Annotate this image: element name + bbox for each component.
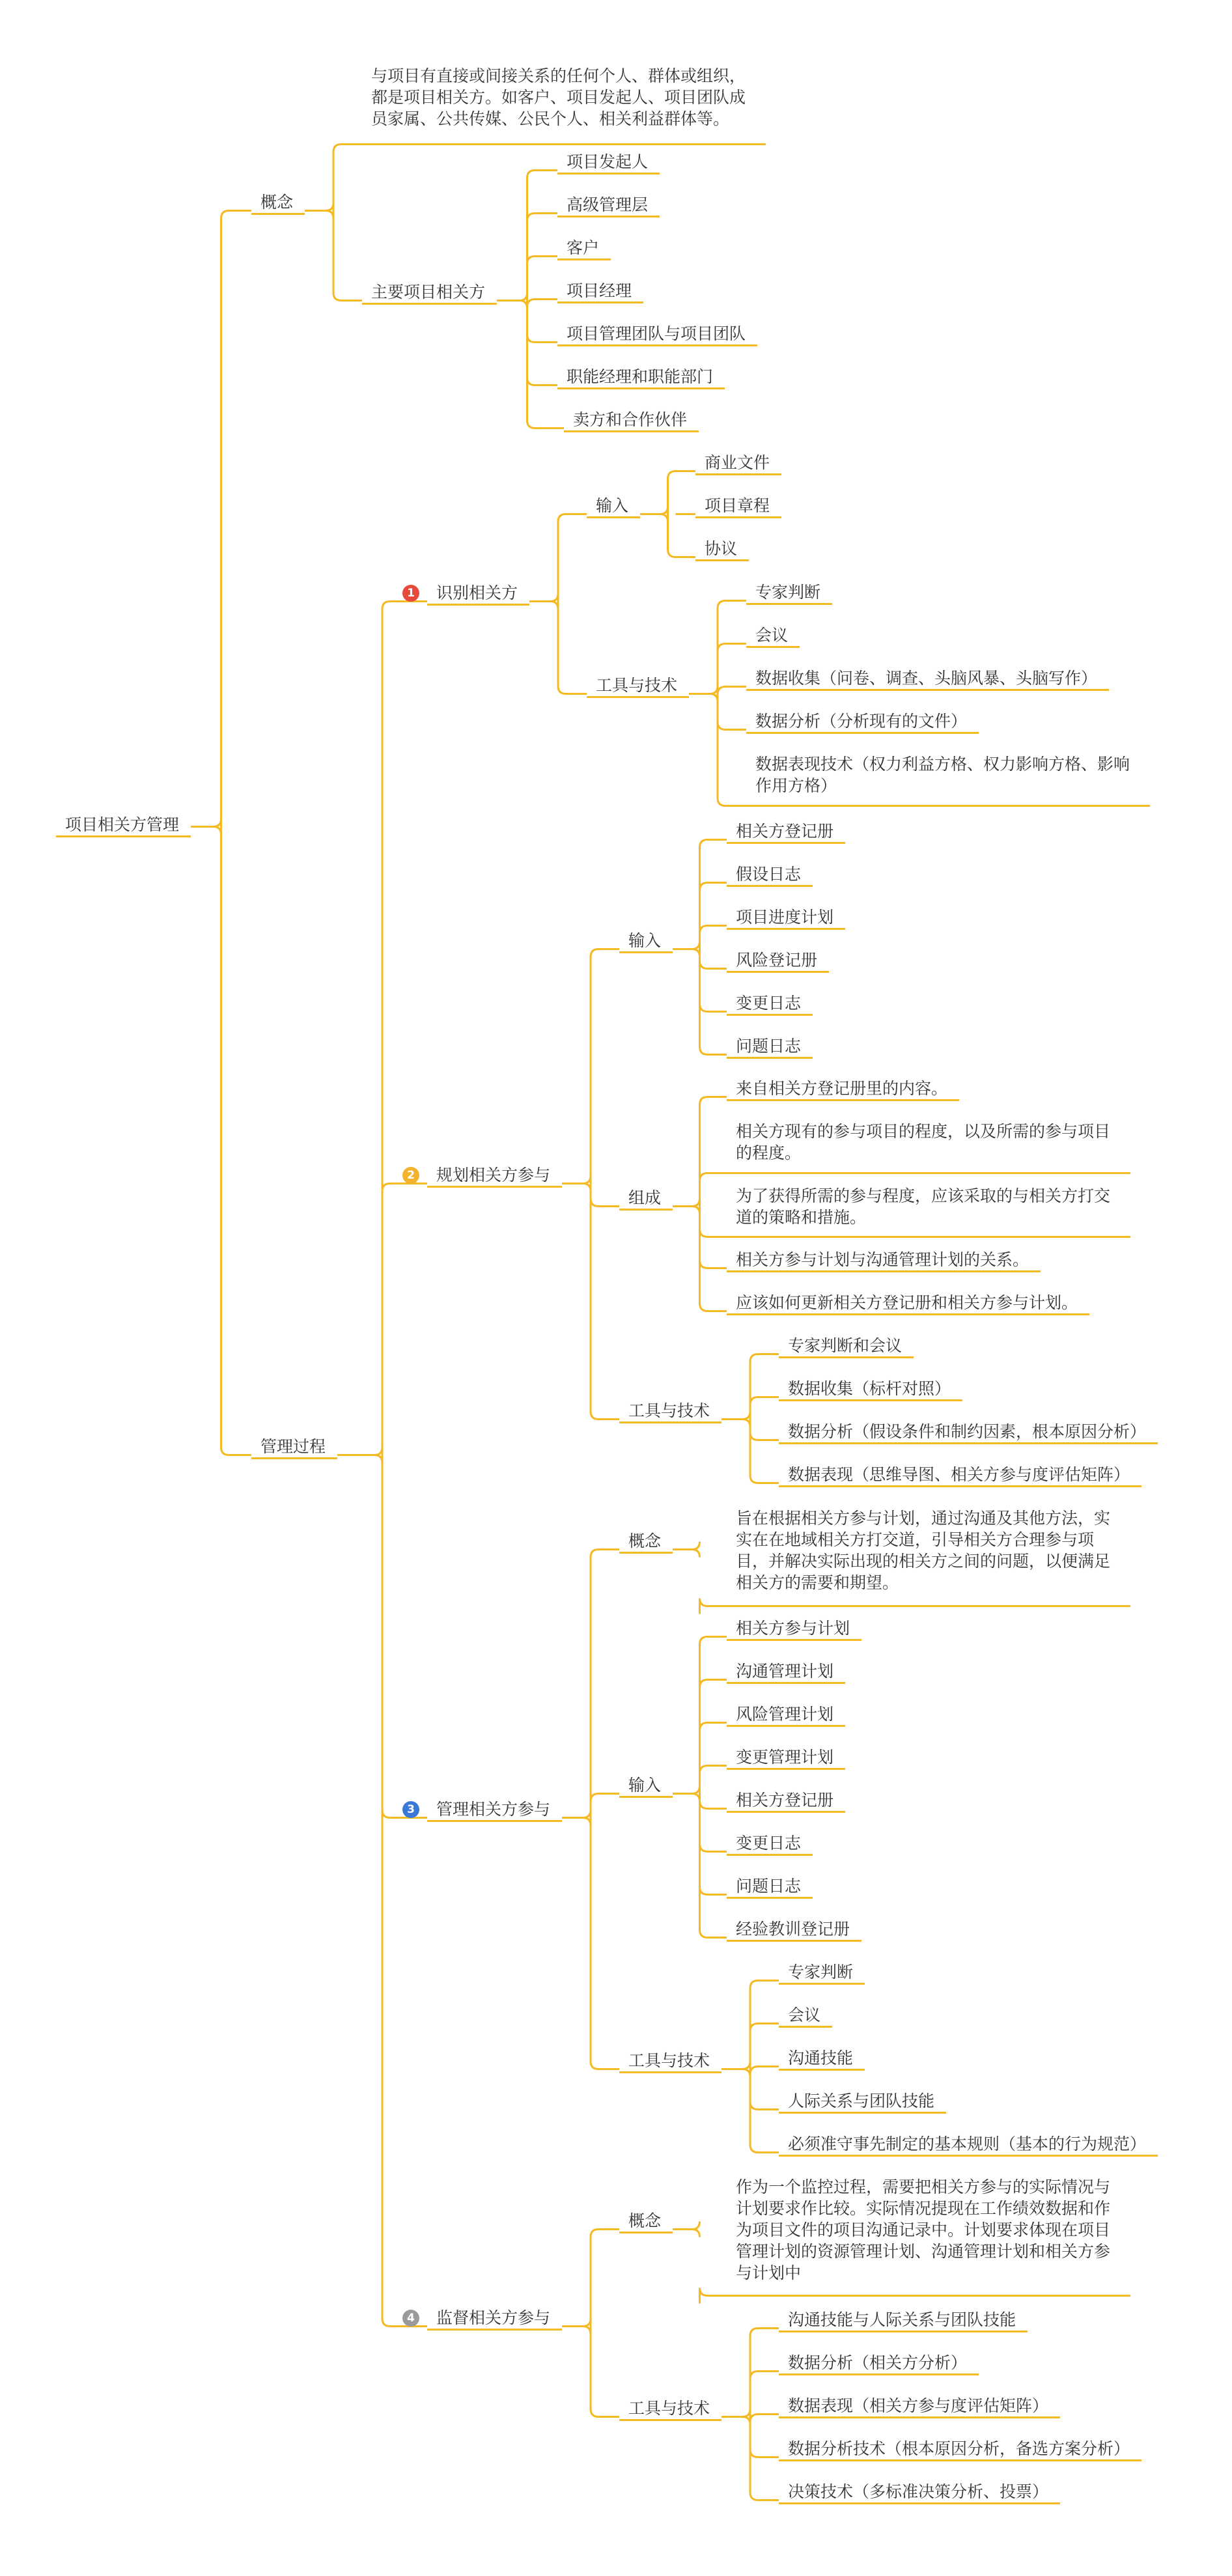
connector-line [668, 550, 696, 557]
step-3-tool-item[interactable]: 沟通技能 [779, 2047, 865, 2071]
step-1-number-badge: 1 [402, 585, 419, 602]
process-label: 管理过程 [260, 1437, 326, 1456]
connector-line [750, 1476, 779, 1483]
connector-line [382, 1184, 427, 1192]
step-manage-engagement[interactable]: 管理相关方参与 [427, 1799, 562, 1822]
main-stakeholder-item[interactable]: 职能经理和职能部门 [557, 366, 725, 389]
step-2-number-badge: 2 [402, 1167, 419, 1184]
connector-line [700, 1261, 727, 1268]
connector-line [700, 1047, 727, 1055]
connector-line [700, 2288, 727, 2296]
connector-line [742, 2409, 750, 2417]
connector-line [750, 2145, 779, 2153]
connector-line [692, 2222, 700, 2230]
connector-line [750, 1981, 779, 1989]
connector-line [527, 335, 558, 343]
connector-line [742, 1420, 750, 1427]
connector-line [750, 2024, 779, 2032]
step-4-tool-item[interactable]: 数据分析（相关方分析） [779, 2352, 979, 2375]
main-stakeholder-item[interactable]: 项目发起人 [557, 151, 660, 175]
connector-line [333, 293, 362, 301]
step-3-input-item[interactable]: 相关方登记册 [727, 1789, 845, 1813]
step-2-composition-item[interactable]: 为了获得所需的参与程度，应该采取的与相关方打交道的策略和措施。 [727, 1185, 1130, 1238]
connector-line [527, 421, 565, 428]
step-1-tool-item[interactable]: 会议 [746, 624, 800, 648]
connector-line [591, 2409, 619, 2417]
connector-line [583, 1810, 591, 1818]
connector-line [527, 171, 558, 178]
concept-definition-text: 与项目有直接或间接关系的任何个人、群体或组织，都是项目相关方。如客户、项目发起人、项目团队成员家属、公共传媒、公民个人、相关利益群体等。 [371, 66, 746, 128]
connector-line [750, 2493, 779, 2500]
main-stakeholder-item[interactable]: 卖方和合作伙伴 [564, 409, 699, 432]
connector-line [374, 1455, 382, 1463]
step-4-tools-node[interactable]: 工具与技术 [619, 2398, 721, 2421]
connector-line [583, 1184, 591, 1192]
connector-line [750, 1433, 779, 1440]
connector-line [750, 2329, 779, 2336]
connector-line [750, 1354, 779, 1362]
step-2-tool-item[interactable]: 数据分析（假设条件和制约因素，根本原因分析） [779, 1421, 1158, 1444]
step-2-composition-item[interactable]: 相关方现有的参与项目的程度，以及所需的参与项目的程度。 [727, 1121, 1130, 1174]
step-3-concept-text[interactable]: 旨在根据相关方参与计划，通过沟通及其他方法，实实在在地域相关方打交道，引导相关方合理参与项目，并解决实际出现的相关方之间的问题，以便满足相关方的需要和期望。 [727, 1507, 1130, 1607]
connector-line [591, 1199, 619, 1207]
connector-line [750, 2067, 779, 2075]
connector-line [558, 514, 587, 522]
step-2-composition-node[interactable]: 组成 [619, 1187, 673, 1211]
step-1-input-item[interactable]: 商业文件 [695, 452, 781, 475]
step-4-concept-node[interactable]: 概念 [619, 2210, 673, 2233]
root-node[interactable] [56, 814, 191, 837]
connector-line [520, 301, 527, 309]
connector-line [700, 1097, 727, 1105]
step-2-composition-item[interactable]: 来自相关方登记册里的内容。 [727, 1078, 959, 1101]
connector-line [692, 1794, 700, 1802]
connector-line [326, 211, 333, 219]
connector-line [382, 602, 427, 609]
connector-line [742, 2417, 750, 2425]
connector-line [742, 2069, 750, 2077]
connector-line [550, 594, 558, 602]
main-stakeholder-item[interactable]: 项目经理 [557, 280, 643, 303]
connector-line [700, 1229, 727, 1237]
main-stakeholder-item[interactable]: 客户 [557, 237, 611, 260]
connector-line [692, 1786, 700, 1794]
step-2-input-item[interactable]: 假设日志 [727, 863, 813, 887]
step-3-input-item[interactable]: 风险管理计划 [727, 1703, 845, 1727]
connector-line [583, 2319, 591, 2327]
connector-line [700, 1637, 727, 1645]
main-stakeholders-node[interactable] [362, 281, 497, 305]
step-4-number-badge: 4 [402, 2310, 419, 2327]
connector-line [700, 1173, 727, 1181]
step-2-input-item[interactable]: 变更日志 [727, 992, 813, 1016]
connector-line [700, 1844, 727, 1852]
connector-line [700, 840, 727, 848]
connector-line [710, 686, 718, 694]
connector-line [718, 687, 746, 695]
step-1-tool-item[interactable]: 专家判断 [746, 581, 832, 605]
connector-line [520, 293, 527, 301]
connector-line [326, 203, 333, 211]
step-2-tool-item[interactable]: 数据表现（思维导图、相关方参与度评估矩阵） [779, 1464, 1141, 1487]
connector-line [591, 1550, 619, 1558]
connector-line [214, 819, 221, 827]
connector-line [700, 1766, 727, 1774]
connector-line [692, 949, 700, 957]
step-2-input-item[interactable]: 问题日志 [727, 1035, 813, 1059]
connector-line [221, 211, 252, 219]
connector-line [221, 1448, 252, 1455]
step-2-input-item[interactable]: 风险登记册 [727, 949, 829, 973]
connector-line [583, 1176, 591, 1184]
connector-line [660, 514, 668, 522]
connector-line [591, 2062, 619, 2069]
connector-line [742, 1412, 750, 1420]
connector-line [550, 602, 558, 609]
main-stakeholder-item[interactable]: 高级管理层 [557, 194, 660, 217]
connector-line [374, 1448, 382, 1455]
connector-line [750, 2415, 779, 2422]
connector-line [700, 883, 727, 891]
step-4-tool-item[interactable]: 数据分析技术（根本原因分析，备选方案分析） [779, 2438, 1141, 2461]
connector-line [333, 145, 362, 152]
main-stakeholder-item[interactable]: 项目管理团队与项目团队 [557, 323, 757, 346]
root-label: 项目相关方管理 [65, 815, 180, 834]
step-2-composition-item[interactable]: 相关方参与计划与沟通管理计划的关系。 [727, 1249, 1041, 1272]
step-monitor-engagement[interactable]: 监督相关方参与 [427, 2307, 562, 2331]
process-node[interactable] [251, 1436, 337, 1459]
connector-line [700, 961, 727, 969]
connector-line [750, 1397, 779, 1405]
step-2-input-item[interactable]: 项目进度计划 [727, 906, 845, 930]
step-4-tool-item[interactable]: 数据表现（相关方参与度评估矩阵） [779, 2395, 1060, 2418]
connector-line [591, 2230, 619, 2237]
step-2-composition-item[interactable]: 应该如何更新相关方登记册和相关方参与计划。 [727, 1292, 1089, 1315]
step-3-concept-node[interactable]: 概念 [619, 1530, 673, 1554]
connector-line [718, 601, 746, 609]
connector-line [583, 2327, 591, 2334]
step-3-tool-item[interactable]: 会议 [779, 2004, 832, 2028]
connector-line [583, 1818, 591, 1826]
step-3-input-item[interactable]: 经验教训登记册 [727, 1918, 861, 1942]
step-3-input-item[interactable]: 变更日志 [727, 1832, 813, 1856]
connector-line [718, 644, 746, 652]
step-1-tool-item[interactable]: 数据收集（问卷、调查、头脑风暴、头脑写作） [746, 667, 1109, 691]
connector-line [710, 694, 718, 702]
step-3-number-badge: 3 [402, 1801, 419, 1818]
connector-line [668, 471, 696, 479]
step-4-tool-item[interactable]: 沟通技能与人际关系与团队技能 [779, 2309, 1028, 2332]
connector-line [700, 1680, 727, 1688]
step-2-tools-node[interactable]: 工具与技术 [619, 1400, 721, 1423]
connector-line [591, 949, 619, 957]
connector-line [692, 1550, 700, 1558]
step-3-tools-node[interactable]: 工具与技术 [619, 2050, 721, 2073]
step-3-tool-item[interactable]: 人际关系与团队技能 [779, 2090, 946, 2114]
connector-line [558, 686, 587, 694]
connector-line [700, 926, 727, 934]
step-1-tools-node[interactable]: 工具与技术 [587, 675, 689, 698]
connector-line [700, 1304, 727, 1311]
connector-line [214, 827, 221, 835]
connector-line [527, 257, 558, 264]
step-3-input-item[interactable]: 沟通管理计划 [727, 1660, 845, 1684]
connector-line [660, 507, 668, 514]
step-4-concept-text[interactable]: 作为一个监控过程，需要把相关方参与的实际情况与计划要求作比较。实际情况提现在工作绩效数据和作为项目文件的项目沟通记录中。计划要求体现在项目管理计划的资源管理计划、沟通管理计划和相关方参与计划中 [727, 2176, 1130, 2297]
concept-definition-node[interactable] [362, 65, 766, 145]
connector-line [700, 1930, 727, 1938]
step-2-input-node[interactable]: 输入 [619, 930, 673, 953]
concept-node[interactable] [251, 191, 305, 215]
connector-line [527, 378, 558, 385]
connector-line [692, 2230, 700, 2237]
connector-line [700, 1599, 727, 1606]
step-2-input-item[interactable]: 相关方登记册 [727, 820, 845, 844]
step-3-input-item[interactable]: 问题日志 [727, 1875, 813, 1899]
connector-line [750, 2372, 779, 2379]
step-2-tool-item[interactable]: 数据收集（标杆对照） [779, 1378, 962, 1401]
connector-line [692, 942, 700, 949]
step-1-input-item[interactable]: 项目章程 [695, 495, 781, 518]
connector-line [700, 1004, 727, 1012]
concept-label: 概念 [260, 193, 294, 212]
connector-line [750, 2450, 779, 2457]
step-3-input-item[interactable]: 相关方参与计划 [727, 1617, 861, 1641]
connector-line [700, 1887, 727, 1895]
step-1-input-node[interactable]: 输入 [587, 495, 640, 518]
connector-line [591, 1794, 619, 1802]
connector-line [591, 1412, 619, 1420]
step-3-input-item[interactable]: 变更管理计划 [727, 1746, 845, 1770]
step-4-tool-item[interactable]: 决策技术（多标准决策分析、投票） [779, 2481, 1060, 2504]
connector-line [718, 722, 746, 730]
step-3-tool-item[interactable]: 专家判断 [779, 1961, 865, 1985]
connector-line [700, 1801, 727, 1809]
main-stakeholders-label: 主要项目相关方 [371, 283, 486, 301]
connector-line [692, 1542, 700, 1550]
step-1-input-item[interactable]: 协议 [695, 538, 749, 561]
step-3-tool-item[interactable]: 必须准守事先制定的基本规则（基本的行为规范） [779, 2133, 1158, 2157]
connector-line [527, 214, 558, 221]
step-2-tool-item[interactable]: 专家判断和会议 [779, 1335, 914, 1358]
step-3-input-node[interactable]: 输入 [619, 1774, 673, 1798]
step-1-tool-item[interactable]: 数据表现技术（权力利益方格、权力影响方格、影响作用方格） [746, 753, 1150, 807]
step-plan-engagement[interactable]: 规划相关方参与 [427, 1164, 562, 1188]
step-1-tool-item[interactable]: 数据分析（分析现有的文件） [746, 710, 979, 734]
step-identify-stakeholders[interactable]: 识别相关方 [427, 582, 529, 606]
connector-line [750, 2102, 779, 2110]
connector-line [692, 1207, 700, 1214]
connector-line [718, 798, 746, 806]
connector-line [700, 1723, 727, 1731]
connector-line [692, 1199, 700, 1207]
connector-line [742, 2062, 750, 2069]
connector-line [527, 300, 558, 307]
